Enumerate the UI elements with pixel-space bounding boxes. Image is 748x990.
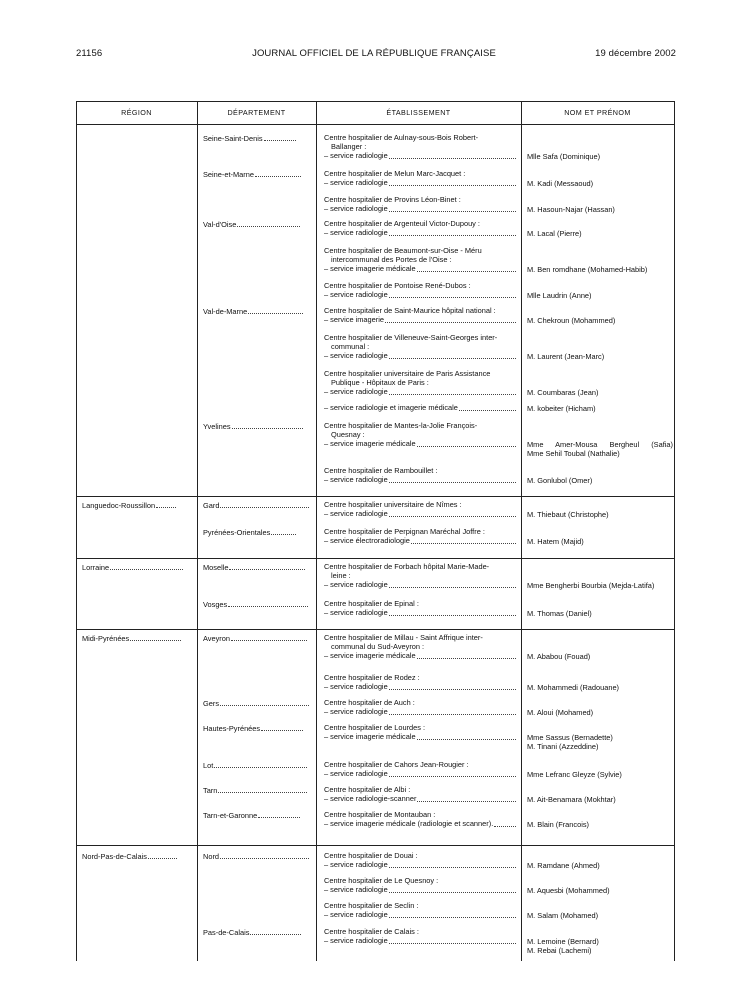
- leader-dots: [389, 352, 516, 359]
- departement-cell: [203, 501, 309, 510]
- leader-dots: [417, 652, 516, 659]
- departement-cell: [203, 170, 301, 179]
- leader-dots: [248, 307, 302, 314]
- etablissement-cell: [324, 528, 516, 546]
- service-line: [324, 537, 516, 546]
- service-line: [324, 770, 516, 779]
- table-header-rule: [76, 124, 675, 125]
- column-rule: [674, 101, 675, 961]
- departement-cell: [203, 220, 300, 229]
- service-line: [324, 229, 516, 238]
- leader-dots: [258, 811, 300, 818]
- departement-label: Gard: [203, 501, 220, 510]
- leader-dots: [389, 152, 516, 159]
- service-label: – service radiologie: [324, 910, 388, 919]
- leader-dots: [220, 852, 309, 859]
- departement-cell: [203, 634, 307, 643]
- establishment-line: Centre hospitalier de Provins Léon-Binet :: [324, 195, 461, 204]
- departement-cell: [203, 563, 305, 572]
- nom-prenom-cell: [527, 510, 673, 519]
- nom-prenom-cell: [527, 152, 673, 161]
- departement-cell: [203, 600, 308, 609]
- etablissement-cell: [324, 902, 516, 920]
- departement-label: Vosges: [203, 600, 228, 609]
- establishment-line: Centre hospitalier universitaire de Nîmes :: [324, 500, 462, 509]
- departement-label: Val-d'Oise: [203, 220, 237, 229]
- etablissement-cell: [324, 170, 516, 188]
- leader-dots: [389, 179, 516, 186]
- service-line: [324, 733, 516, 742]
- etablissement-cell: [324, 247, 516, 274]
- etablissement-cell: [324, 786, 516, 804]
- leader-dots: [389, 609, 516, 616]
- nom-prenom-cell: [527, 581, 673, 590]
- leader-dots: [389, 388, 516, 395]
- person-name: M. Rebai (Lachemi): [527, 945, 592, 955]
- leader-dots: [261, 724, 303, 731]
- leader-dots: [459, 404, 516, 411]
- service-label: – service radiologie: [324, 707, 388, 716]
- service-label: – service imagerie médicale: [324, 650, 416, 660]
- service-line: [324, 911, 516, 920]
- service-label: – service radiologie: [324, 350, 388, 360]
- etablissement-cell: [324, 334, 516, 361]
- etablissement-cell: [324, 422, 516, 449]
- establishment-line: Centre hospitalier de Millau - Saint Affrique inter-: [324, 633, 483, 642]
- service-label: – service radiologie: [324, 682, 388, 691]
- leader-dots: [417, 265, 516, 272]
- service-label: – service radiologie: [324, 178, 388, 187]
- person-name: M. Lacal (Pierre): [527, 228, 582, 238]
- etablissement-cell: [324, 811, 516, 829]
- departement-label: Pas-de-Calais: [203, 928, 250, 937]
- nom-prenom-cell: [527, 316, 673, 325]
- region-cell: [82, 563, 183, 572]
- column-header-etablissement: ÉTABLISSEMENT: [386, 108, 451, 117]
- establishment-line: Centre hospitalier de Lourdes :: [324, 723, 426, 732]
- establishment-line: Centre hospitalier de Argenteuil Victor-Dupouy :: [324, 219, 480, 228]
- departement-label: Val-de-Marne: [203, 307, 248, 316]
- service-line: [324, 708, 516, 717]
- region-label: Lorraine: [82, 563, 110, 572]
- nom-prenom-cell: [527, 886, 673, 895]
- service-label: – service radiologie: [324, 290, 388, 299]
- leader-dots: [237, 220, 300, 227]
- establishment-line: Quesnay :: [331, 429, 365, 439]
- etablissement-cell: [324, 852, 516, 870]
- region-label: Midi-Pyrénées: [82, 634, 130, 643]
- person-name: M. Gonlubol (Omer): [527, 475, 593, 485]
- service-label: – service radiologie: [324, 228, 388, 237]
- departement-cell: [203, 724, 303, 733]
- departement-cell: [203, 852, 309, 861]
- nom-prenom-cell: [527, 820, 673, 829]
- page-number: 21156: [76, 48, 103, 59]
- nom-prenom-cell: [527, 795, 673, 804]
- service-label: – service radiologie: [324, 204, 388, 213]
- region-cell: [82, 501, 176, 510]
- establishment-line: Centre hospitalier de Douai :: [324, 851, 418, 860]
- column-rule: [197, 101, 198, 961]
- nom-prenom-cell: [527, 179, 673, 188]
- nom-prenom-cell: [527, 733, 673, 751]
- service-label: – service radiologie: [324, 936, 388, 945]
- person-name: M. Coumbaras (Jean): [527, 387, 599, 397]
- service-line: [324, 388, 516, 397]
- departement-label: Gers: [203, 699, 220, 708]
- person-name: M. Aquesbi (Mohammed): [527, 885, 610, 895]
- departement-cell: [203, 422, 303, 431]
- journal-title: JOURNAL OFFICIEL DE LA RÉPUBLIQUE FRANÇAISE: [252, 48, 496, 59]
- departement-cell: [203, 928, 301, 937]
- leader-dots: [218, 786, 307, 793]
- leader-dots: [250, 928, 300, 935]
- nom-prenom-cell: [527, 352, 673, 361]
- etablissement-cell: [324, 699, 516, 717]
- service-line: [324, 795, 516, 804]
- nom-prenom-cell: [527, 476, 673, 485]
- departement-label: Moselle: [203, 563, 229, 572]
- establishment-line: Centre hospitalier de Seclin :: [324, 901, 419, 910]
- service-line: [324, 152, 516, 161]
- departement-label: Seine-Saint-Denis: [203, 134, 263, 143]
- service-label: – service radiologie: [324, 150, 388, 160]
- establishment-line: Centre hospitalier de Montauban :: [324, 810, 436, 819]
- establishment-line: Centre hospitalier de Albi :: [324, 785, 411, 794]
- leader-dots: [130, 634, 181, 641]
- leader-dots: [148, 852, 177, 859]
- departement-label: Tarn-et-Garonne: [203, 811, 258, 820]
- etablissement-cell: [324, 600, 516, 618]
- leader-dots: [389, 291, 516, 298]
- service-line: [324, 291, 516, 300]
- leader-dots: [389, 861, 516, 868]
- leader-dots: [389, 476, 516, 483]
- service-line: [324, 404, 516, 413]
- region-separator: [76, 629, 675, 630]
- service-line: [324, 205, 516, 214]
- service-label: – service imagerie médicale (radiologie et scanner).: [324, 819, 494, 828]
- service-label: – service radiologie: [324, 509, 388, 518]
- region-label: Languedoc-Roussillon: [82, 501, 156, 510]
- publication-date: 19 décembre 2002: [595, 48, 676, 59]
- nom-prenom-cell: [527, 861, 673, 870]
- leader-dots: [231, 634, 307, 641]
- service-label: – service radiologie: [324, 579, 388, 589]
- service-label: – service imagerie médicale: [324, 263, 416, 273]
- person-name: M. Thomas (Daniel): [527, 608, 592, 618]
- person-name: M. Ben romdhane (Mohamed-Habib): [527, 264, 648, 274]
- leader-dots: [417, 795, 516, 802]
- nom-prenom-cell: [527, 937, 673, 955]
- nom-prenom-cell: [527, 265, 673, 274]
- region-cell: [82, 634, 181, 643]
- leader-dots: [220, 699, 309, 706]
- service-line: [324, 440, 516, 449]
- service-line: [324, 820, 516, 829]
- establishment-line: Centre hospitalier de Auch :: [324, 698, 415, 707]
- service-label: – service électroradiologie: [324, 536, 410, 545]
- nom-prenom-cell: [527, 404, 673, 413]
- person-name: Mme Bengherbi Bourbia (Mejda-Latifa): [527, 580, 655, 590]
- departement-label: Lot: [203, 761, 214, 770]
- person-name: M. Thiebaut (Christophe): [527, 509, 609, 519]
- person-name: M. Ramdane (Ahmed): [527, 860, 600, 870]
- leader-dots: [389, 683, 516, 690]
- establishment-line: leine :: [331, 570, 351, 580]
- departement-cell: [203, 811, 300, 820]
- person-name: M. Chekroun (Mohammed): [527, 315, 616, 325]
- etablissement-cell: [324, 724, 516, 742]
- service-line: [324, 179, 516, 188]
- person-name: M. Tinani (Azzeddine): [527, 741, 599, 751]
- etablissement-cell: [324, 501, 516, 519]
- column-rule: [521, 101, 522, 961]
- service-line: [324, 265, 516, 274]
- leader-dots: [156, 501, 176, 508]
- etablissement-cell: [324, 196, 516, 214]
- region-cell: [82, 852, 177, 861]
- appointments-table: [76, 101, 675, 961]
- departement-cell: [203, 528, 296, 537]
- service-label: – service radiologie-scanner: [324, 794, 417, 803]
- etablissement-cell: [324, 134, 516, 161]
- service-label: – service radiologie: [324, 860, 388, 869]
- region-separator: [76, 558, 675, 559]
- service-line: [324, 510, 516, 519]
- person-name: Mlle Safa (Dominique): [527, 151, 601, 161]
- etablissement-cell: [324, 563, 516, 590]
- leader-dots: [389, 937, 516, 944]
- nom-prenom-cell: [527, 770, 673, 779]
- etablissement-cell: [324, 220, 516, 238]
- establishment-line: Centre hospitalier de Aulnay-sous-Bois Robert-: [324, 133, 479, 142]
- etablissement-cell: [324, 467, 516, 485]
- person-name: Mme Sassus (Bernadette): [527, 732, 613, 742]
- person-name: M. Aloui (Mohamed): [527, 707, 594, 717]
- etablissement-cell: [324, 634, 516, 661]
- nom-prenom-cell: [527, 229, 673, 238]
- region-label: Nord-Pas-de-Calais: [82, 852, 147, 861]
- service-label: – service imagerie médicale: [324, 438, 416, 448]
- departement-cell: [203, 761, 307, 770]
- person-name: Mme Lefranc Gleyze (Sylvie): [527, 769, 622, 779]
- leader-dots: [389, 205, 516, 212]
- column-rule: [316, 101, 317, 961]
- etablissement-cell: [324, 928, 516, 946]
- nom-prenom-cell: [527, 537, 673, 546]
- establishment-line: Centre hospitalier de Beaumont-sur-Oise - Méru: [324, 246, 482, 255]
- etablissement-cell: [324, 404, 516, 413]
- leader-dots: [220, 501, 309, 508]
- person-name: M. Ait-Benamara (Mokhtar): [527, 794, 616, 804]
- service-line: [324, 581, 516, 590]
- leader-dots: [389, 229, 516, 236]
- departement-cell: [203, 786, 307, 795]
- person-name: Mlle Laudrin (Anne): [527, 290, 592, 300]
- establishment-line: Centre hospitalier de Villeneuve-Saint-Georges inter-: [324, 333, 498, 342]
- establishment-line: Centre hospitalier de Mantes-la-Jolie François-: [324, 421, 478, 430]
- service-label: – service radiologie: [324, 475, 388, 484]
- departement-label: Yvelines: [203, 422, 231, 431]
- column-header-region: RÉGION: [121, 108, 152, 117]
- nom-prenom-cell: [527, 388, 673, 397]
- leader-dots: [389, 886, 516, 893]
- establishment-line: Ballanger :: [331, 141, 367, 151]
- establishment-line: Centre hospitalier de Melun Marc-Jacquet :: [324, 169, 466, 178]
- service-label: – service radiologie: [324, 386, 388, 396]
- etablissement-cell: [324, 674, 516, 692]
- leader-dots: [389, 770, 516, 777]
- service-line: [324, 652, 516, 661]
- person-name: M. Kadi (Messaoud): [527, 178, 594, 188]
- person-name: M. Hasoun-Najar (Hassan): [527, 204, 615, 214]
- establishment-line: Centre hospitalier de Rambouillet :: [324, 466, 438, 475]
- leader-dots: [271, 528, 295, 535]
- establishment-line: Publique - Hôpitaux de Paris :: [331, 377, 429, 387]
- nom-prenom-cell: [527, 652, 673, 661]
- person-name: M. Laurent (Jean-Marc): [527, 351, 605, 361]
- establishment-line: Centre hospitalier de Le Quesnoy :: [324, 876, 439, 885]
- departement-cell: [203, 134, 296, 143]
- nom-prenom-cell: [527, 683, 673, 692]
- service-line: [324, 316, 516, 325]
- establishment-line: Centre hospitalier de Rodez :: [324, 673, 420, 682]
- region-separator: [76, 845, 675, 846]
- leader-dots: [389, 581, 516, 588]
- establishment-line: Centre hospitalier de Calais :: [324, 927, 419, 936]
- column-rule: [76, 101, 77, 961]
- service-line: [324, 476, 516, 485]
- etablissement-cell: [324, 370, 516, 397]
- person-name: M. kobeiter (Hicham): [527, 404, 596, 413]
- leader-dots: [214, 761, 307, 768]
- person-name: M. Hatem (Majid): [527, 536, 584, 546]
- person-name: Mme Amer-Mousa Bergheul (Safia): [527, 439, 673, 449]
- service-line: [324, 937, 516, 946]
- person-name: M. Blain (Francois): [527, 819, 590, 829]
- service-label: – service radiologie et imagerie médicale: [324, 403, 458, 413]
- leader-dots: [494, 820, 516, 827]
- leader-dots: [255, 170, 301, 177]
- departement-label: Pyrénées-Orientales: [203, 528, 271, 537]
- etablissement-cell: [324, 282, 516, 300]
- leader-dots: [411, 537, 516, 544]
- leader-dots: [417, 440, 516, 447]
- service-label: – service imagerie médicale: [324, 732, 416, 741]
- establishment-line: Centre hospitalier de Saint-Maurice hôpital national :: [324, 306, 496, 315]
- person-name: M. Mohammedi (Radouane): [527, 682, 620, 692]
- departement-label: Tarn: [203, 786, 218, 795]
- person-name: Mme Sehil Toubal (Nathalie): [527, 448, 620, 458]
- leader-dots: [389, 708, 516, 715]
- leader-dots: [229, 563, 305, 570]
- table-top-rule: [76, 101, 675, 102]
- establishment-line: Centre hospitalier de Forbach hôpital Marie-Made-: [324, 562, 490, 571]
- leader-dots: [417, 733, 516, 740]
- departement-label: Nord: [203, 852, 220, 861]
- nom-prenom-cell: [527, 911, 673, 920]
- nom-prenom-cell: [527, 609, 673, 618]
- person-name: M. Salam (Mohamed): [527, 910, 599, 920]
- service-line: [324, 609, 516, 618]
- service-label: – service radiologie: [324, 769, 388, 778]
- service-label: – service radiologie: [324, 608, 388, 617]
- nom-prenom-cell: [527, 440, 673, 458]
- leader-dots: [385, 316, 516, 323]
- service-line: [324, 886, 516, 895]
- etablissement-cell: [324, 307, 516, 325]
- establishment-line: intercommunal des Portes de l'Oise :: [331, 254, 452, 264]
- service-line: [324, 352, 516, 361]
- service-line: [324, 683, 516, 692]
- establishment-line: Centre hospitalier de Perpignan Maréchal Joffre :: [324, 527, 485, 536]
- person-name: M. Lemoine (Bernard): [527, 936, 599, 946]
- departement-label: Seine-et-Marne: [203, 170, 254, 179]
- leader-dots: [389, 510, 516, 517]
- departement-label: Hautes-Pyrénées: [203, 724, 261, 733]
- establishment-line: Centre hospitalier de Pontoise René-Dubos :: [324, 281, 471, 290]
- establishment-line: Centre hospitalier de Cahors Jean-Rougier :: [324, 760, 469, 769]
- establishment-line: communal :: [331, 341, 370, 351]
- region-separator: [76, 496, 675, 497]
- person-name: M. Ababou (Fouad): [527, 651, 591, 661]
- departement-label: Aveyron: [203, 634, 230, 643]
- service-label: – service radiologie: [324, 885, 388, 894]
- departement-cell: [203, 307, 303, 316]
- establishment-line: Centre hospitalier universitaire de Paris Assistance: [324, 369, 491, 378]
- departement-cell: [203, 699, 309, 708]
- establishment-line: Centre hospitalier de Epinal :: [324, 599, 419, 608]
- leader-dots: [110, 563, 183, 570]
- service-line: [324, 861, 516, 870]
- etablissement-cell: [324, 877, 516, 895]
- column-header-nom-prenom: NOM ET PRÉNOM: [564, 108, 631, 117]
- leader-dots: [389, 911, 516, 918]
- establishment-line: communal du Sud-Aveyron :: [331, 641, 425, 651]
- nom-prenom-cell: [527, 708, 673, 717]
- nom-prenom-cell: [527, 205, 673, 214]
- column-header-departement: DÉPARTEMENT: [227, 108, 286, 117]
- leader-dots: [264, 134, 297, 141]
- nom-prenom-cell: [527, 291, 673, 300]
- leader-dots: [232, 422, 304, 429]
- service-label: – service imagerie: [324, 315, 384, 324]
- etablissement-cell: [324, 761, 516, 779]
- leader-dots: [228, 600, 308, 607]
